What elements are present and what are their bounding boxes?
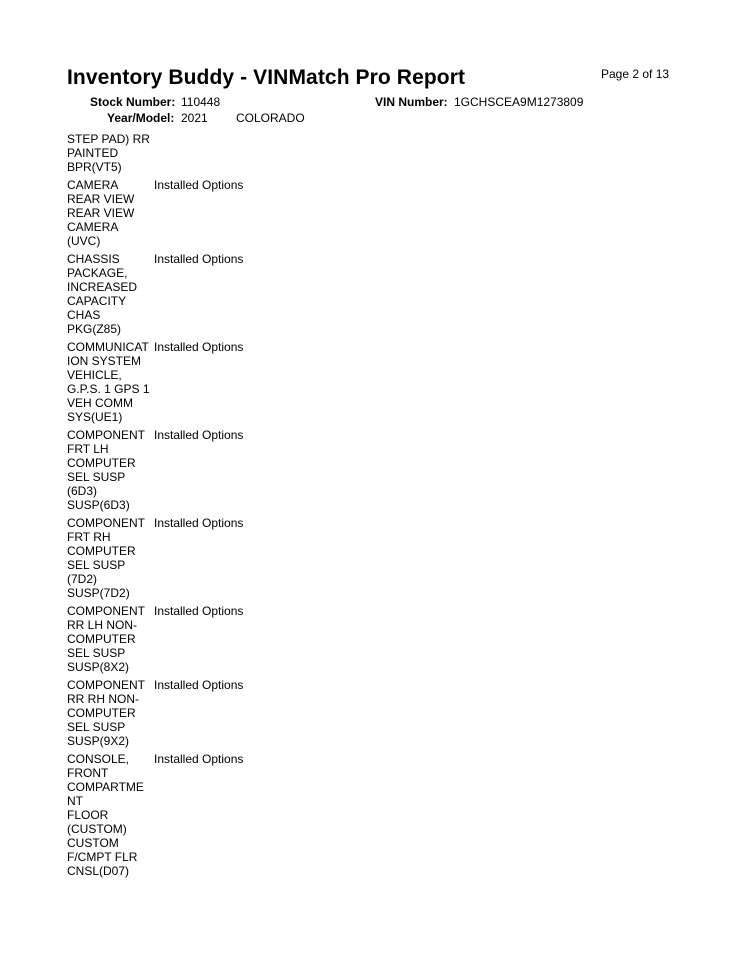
option-description: CONSOLE, FRONT COMPARTME NT FLOOR (CUSTOM) CUSTOM F/CMPT FLR CNSL(D07) [67,752,144,878]
option-category: Installed Options [154,752,244,766]
page-number: Page 2 of 13 [601,67,670,81]
option-row [67,678,387,748]
option-category: Installed Options [154,428,244,442]
option-row [67,178,387,248]
option-row [67,252,387,336]
option-description: COMPONENT FRT RH COMPUTER SEL SUSP (7D2) SUSP(7D2) [67,516,145,600]
option-category: Installed Options [154,178,244,192]
option-row [67,340,387,424]
option-category: Installed Options [154,516,244,530]
option-description: CAMERA REAR VIEW REAR VIEW CAMERA (UVC) [67,178,135,248]
option-row [67,516,387,600]
year-value: 2021 [181,111,208,125]
option-category: Installed Options [154,678,244,692]
option-description: COMMUNICAT ION SYSTEM VEHICLE, G.P.S. 1 GPS 1 VEH COMM SYS(UE1) [67,340,150,424]
option-description: STEP PAD) RR PAINTED BPR(VT5) [67,132,150,174]
option-category: Installed Options [154,252,244,266]
options-list [67,132,387,882]
option-category: Installed Options [154,340,244,354]
option-row [67,428,387,512]
option-description: COMPONENT RR RH NON- COMPUTER SEL SUSP SUSP(9X2) [67,678,145,748]
option-description: COMPONENT FRT LH COMPUTER SEL SUSP (6D3) SUSP(6D3) [67,428,145,512]
stock-number-label: Stock Number: [90,95,176,109]
vin-number-label: VIN Number: [375,95,448,109]
option-description: COMPONENT RR LH NON- COMPUTER SEL SUSP SUSP(8X2) [67,604,145,674]
option-row [67,132,387,174]
option-category: Installed Options [154,604,244,618]
year-model-label: Year/Model: [107,111,175,125]
stock-number-value: 110448 [181,95,221,109]
option-row [67,604,387,674]
option-description: CHASSIS PACKAGE, INCREASED CAPACITY CHAS PKG(Z85) [67,252,138,336]
model-value: COLORADO [236,111,305,125]
report-title: Inventory Buddy - VINMatch Pro Report [67,66,466,89]
vin-number-value: 1GCHSCEA9M1273809 [454,95,584,109]
option-row [67,752,387,878]
